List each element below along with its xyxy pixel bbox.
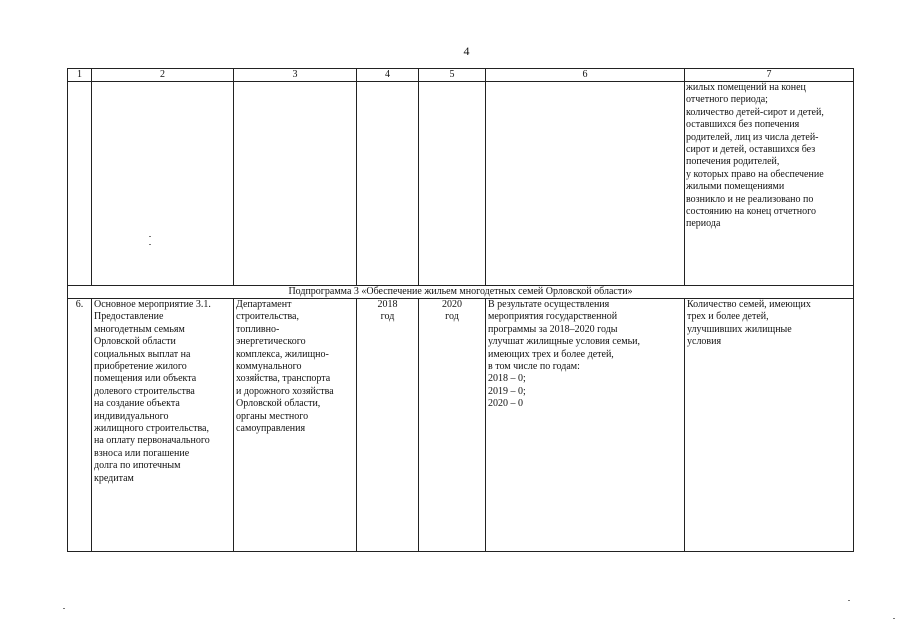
column-number-1: 1: [68, 69, 92, 82]
column-number-3: 3: [234, 69, 357, 82]
event-name: Основное мероприятие 3.1. Предоставление многодетным семьям Орловской области социальных выплат на приобретение жилого помещения или объекта долевого строительства на создание объекта индивидуального жилищного строительства, на оплату первоначального взноса или погашение долга по ипотечным кредитам: [92, 299, 234, 552]
continued-cell-4: [357, 82, 419, 286]
row-number: 6.: [68, 299, 92, 552]
end-year: 2020 год: [419, 299, 486, 552]
scan-speck: [848, 600, 850, 601]
continued-cell-1: [68, 82, 92, 286]
scan-speck: [893, 618, 895, 619]
column-number-6: 6: [486, 69, 685, 82]
continued-cell-5: [419, 82, 486, 286]
continued-indicator-text: жилых помещений на конец отчетного периода; количество детей-сирот и детей, оставшихся без попечения родителей, лиц из числа детей- сирот и детей, оставшихся без попечения родителей, у которых право на обеспечение жилыми помещениями возникло и не реализовано по состоянию на конец отчетного периода: [685, 82, 854, 286]
executor: Департамент строительства, топливно- энергетического комплекса, жилищно- коммунального хозяйства, транспорта и дорожного хозяйства Орловской области, органы местного самоуправления: [234, 299, 357, 552]
scan-speck: [149, 244, 151, 245]
start-year: 2018 год: [357, 299, 419, 552]
program-events-table: [67, 68, 854, 552]
subprogram-title: Подпрограмма 3 «Обеспечение жильем многодетных семей Орловской области»: [68, 286, 854, 299]
column-number-row: [68, 69, 854, 82]
scan-speck: [63, 608, 65, 609]
expected-result: В результате осуществления мероприятия государственной программы за 2018–2020 годы улучшат жилищные условия семьи, имеющих трех и более детей, в том числе по годам: 2018 – 0; 2019 – 0; 2020 – 0: [486, 299, 685, 552]
column-number-5: 5: [419, 69, 486, 82]
continued-row: [68, 82, 854, 286]
column-number-7: 7: [685, 69, 854, 82]
continued-cell-3: [234, 82, 357, 286]
indicator: Количество семей, имеющих трех и более детей, улучшивших жилищные условия: [685, 299, 854, 552]
scan-speck: [149, 236, 151, 237]
table-row: [68, 299, 854, 552]
column-number-4: 4: [357, 69, 419, 82]
continued-cell-6: [486, 82, 685, 286]
subprogram-row: [68, 286, 854, 299]
column-number-2: 2: [92, 69, 234, 82]
continued-cell-2: [92, 82, 234, 286]
page-number: 4: [463, 44, 470, 58]
